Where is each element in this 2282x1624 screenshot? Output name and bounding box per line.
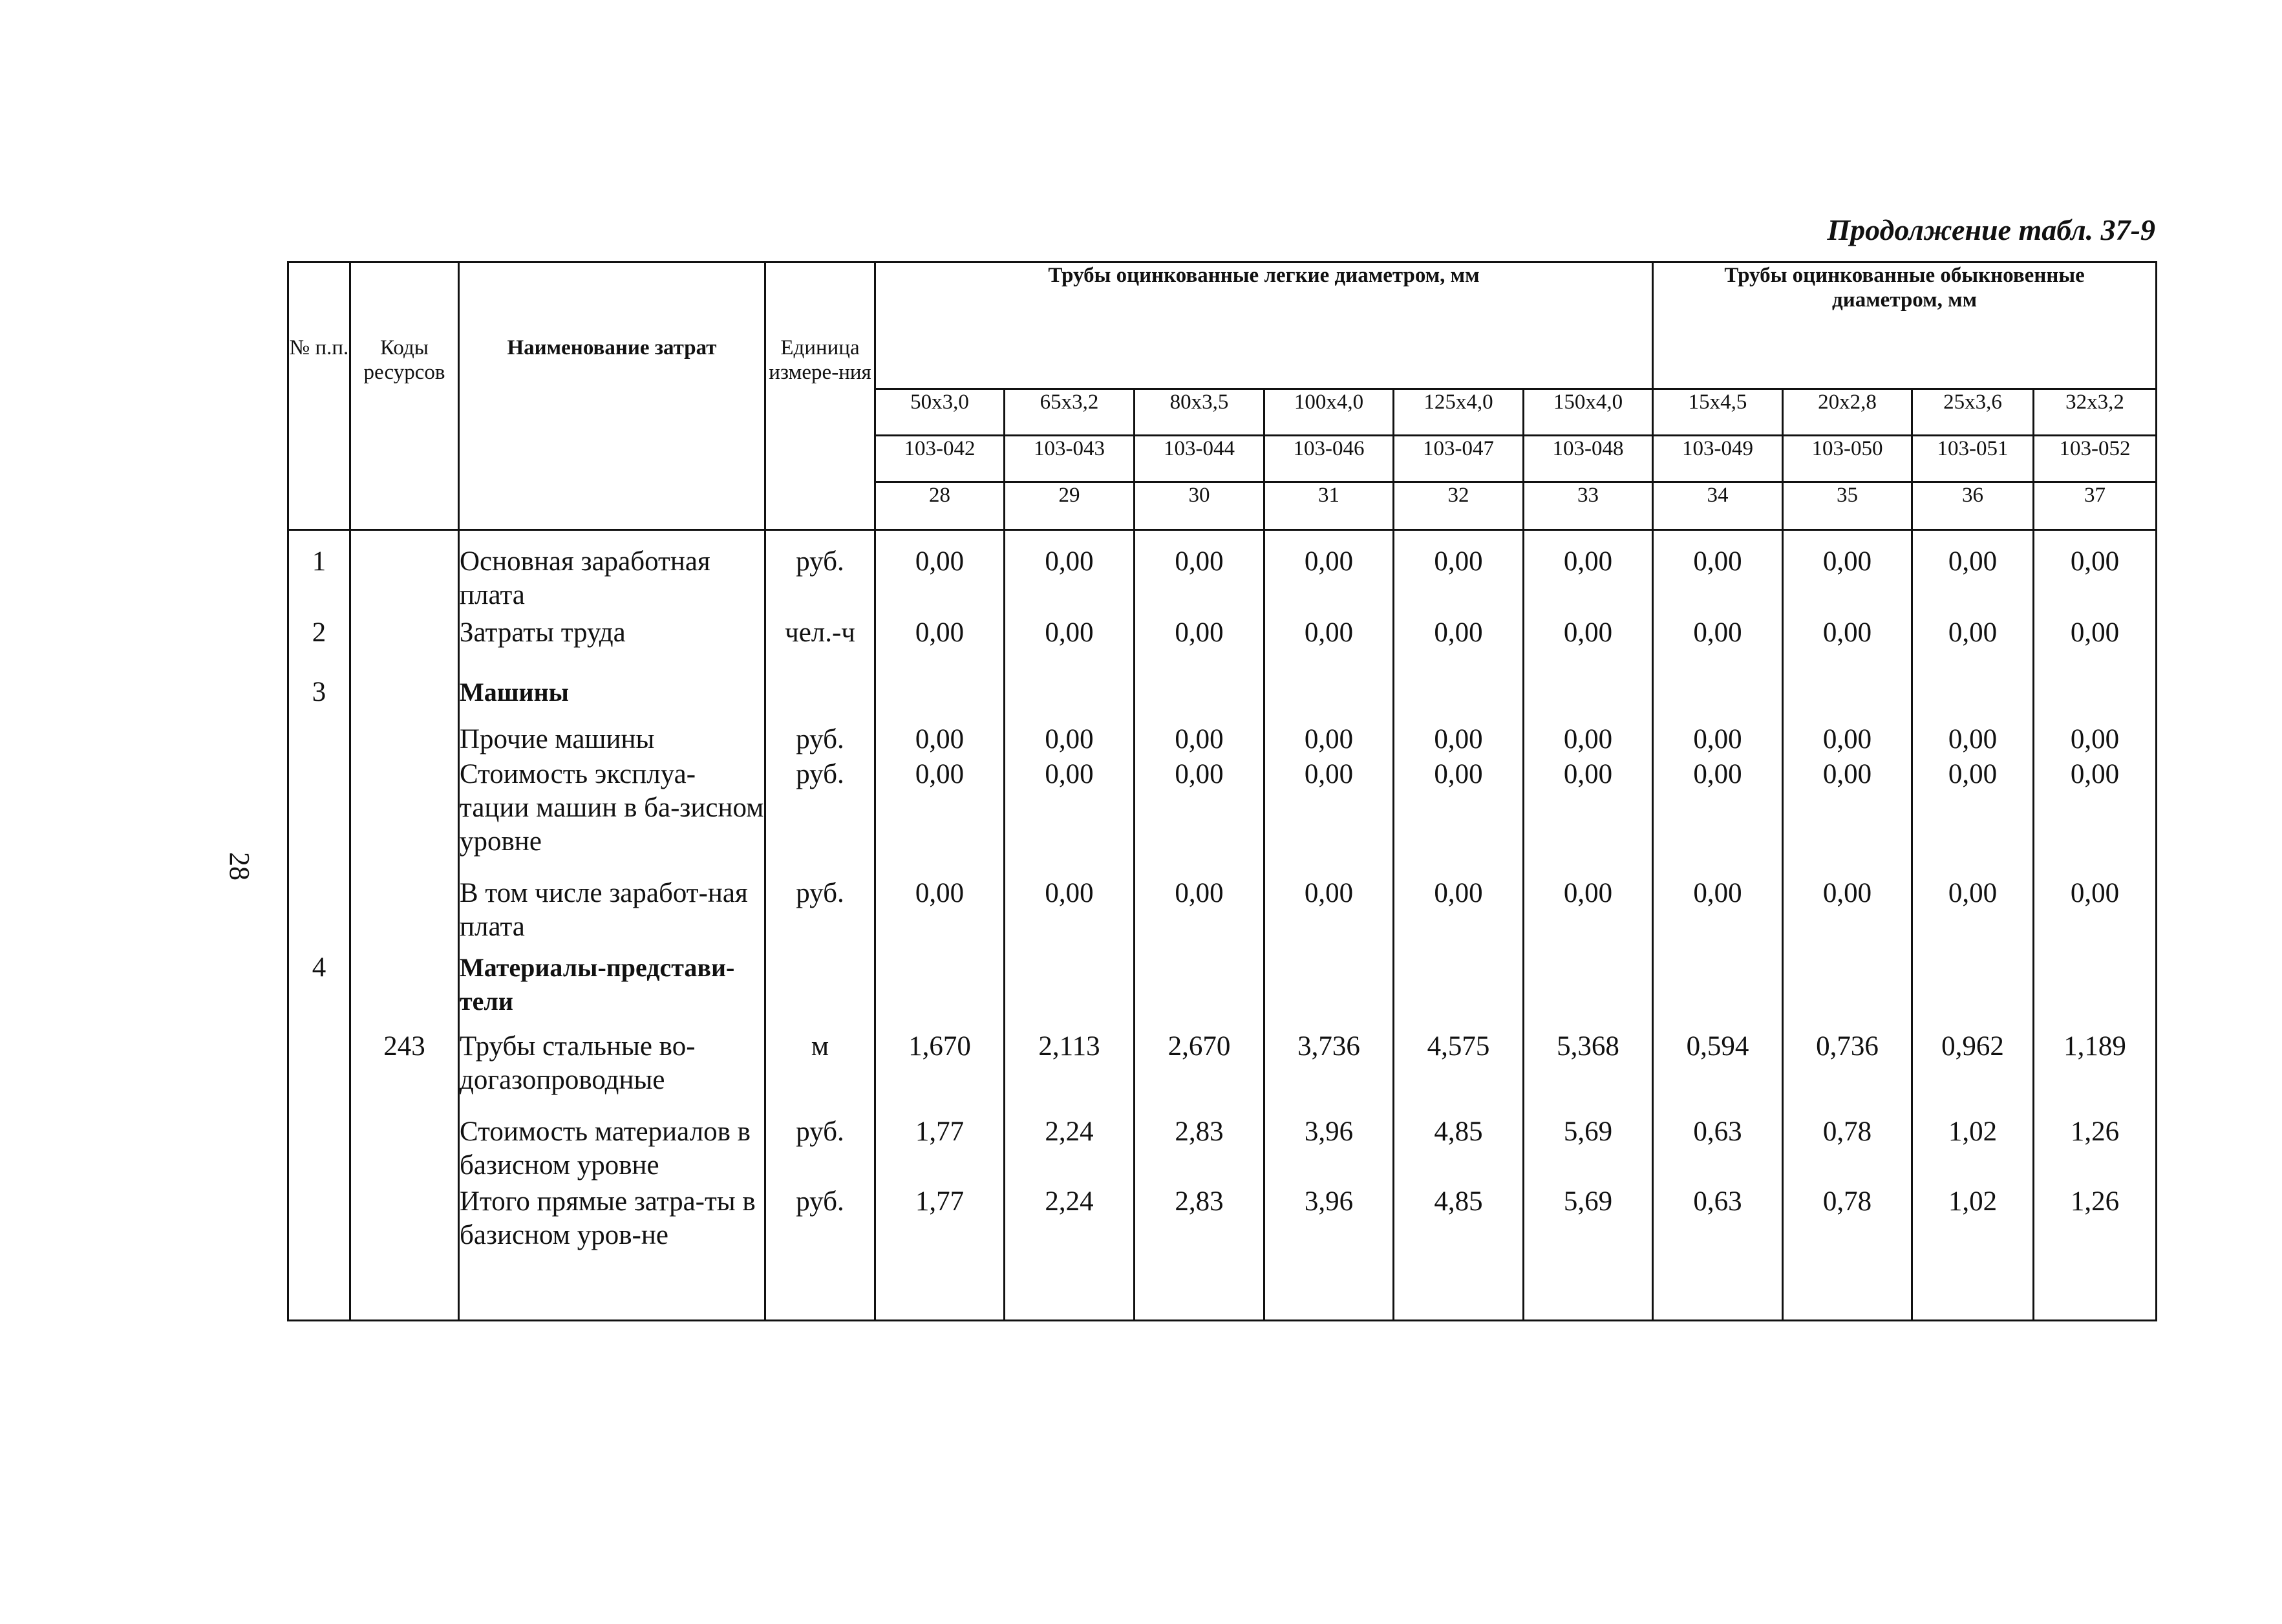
header-colnum: 31 — [1264, 482, 1394, 530]
table-body — [288, 530, 2157, 1321]
row-number — [288, 723, 350, 758]
header-colnum: 35 — [1783, 482, 1912, 530]
header-size: 20х2,8 — [1783, 389, 1912, 436]
unit-of-measure: руб. — [765, 1185, 875, 1320]
table-header — [288, 262, 2157, 530]
cell-value — [1005, 676, 1135, 723]
cell-value: 0,00 — [1912, 530, 2034, 616]
table-row — [288, 723, 2157, 758]
header-size: 100х4,0 — [1264, 389, 1394, 436]
cell-value: 0,00 — [1783, 616, 1912, 676]
cell-value — [1135, 676, 1264, 723]
unit-of-measure — [765, 951, 875, 1029]
cell-value: 0,00 — [1524, 723, 1653, 758]
cell-value: 0,00 — [1524, 616, 1653, 676]
cell-value: 0,00 — [1394, 723, 1524, 758]
cell-value — [2034, 676, 2157, 723]
cell-value: 0,00 — [875, 877, 1005, 951]
header-code: 103-044 — [1135, 436, 1264, 482]
cell-value — [875, 676, 1005, 723]
header-colnum: 29 — [1005, 482, 1135, 530]
row-number — [288, 1030, 350, 1115]
cell-value: 0,00 — [875, 530, 1005, 616]
cell-value: 1,26 — [2034, 1115, 2157, 1186]
cell-value: 1,02 — [1912, 1185, 2034, 1320]
header-size: 65х3,2 — [1005, 389, 1135, 436]
cell-value: 0,00 — [1912, 723, 2034, 758]
header-unit: Единица измере-ния — [765, 262, 875, 530]
row-number — [288, 1115, 350, 1186]
cell-value: 0,00 — [1005, 877, 1135, 951]
table-row — [288, 758, 2157, 877]
cell-value — [1653, 676, 1783, 723]
cell-value: 0,00 — [2034, 723, 2157, 758]
cell-value: 0,00 — [1394, 877, 1524, 951]
header-size: 32х3,2 — [2034, 389, 2157, 436]
row-number — [288, 758, 350, 877]
cost-name: Затраты труда — [459, 616, 765, 676]
cost-name: Трубы стальные во-догазопроводные — [459, 1030, 765, 1115]
cell-value: 1,189 — [2034, 1030, 2157, 1115]
unit-of-measure — [765, 676, 875, 723]
header-size: 15х4,5 — [1653, 389, 1783, 436]
cell-value: 0,00 — [1264, 877, 1394, 951]
cell-value: 0,594 — [1653, 1030, 1783, 1115]
row-number — [288, 877, 350, 951]
cell-value — [1524, 676, 1653, 723]
page-number: 28 — [224, 852, 255, 881]
header-colnum: 36 — [1912, 482, 2034, 530]
cell-value: 0,00 — [1653, 877, 1783, 951]
cell-value: 0,00 — [1005, 758, 1135, 877]
header-size: 150х4,0 — [1524, 389, 1653, 436]
header-code: 103-051 — [1912, 436, 2034, 482]
cell-value — [1135, 951, 1264, 1029]
cell-value: 5,69 — [1524, 1185, 1653, 1320]
cell-value: 0,00 — [1135, 758, 1264, 877]
cell-value: 0,00 — [1394, 758, 1524, 877]
cell-value — [1912, 951, 2034, 1029]
cell-value — [1394, 676, 1524, 723]
cell-value: 0,00 — [1653, 758, 1783, 877]
header-size: 80х3,5 — [1135, 389, 1264, 436]
cell-value — [1005, 951, 1135, 1029]
cell-value: 0,00 — [1005, 723, 1135, 758]
cell-value: 1,02 — [1912, 1115, 2034, 1186]
cell-value: 0,00 — [1394, 530, 1524, 616]
header-colnum: 28 — [875, 482, 1005, 530]
header-colnum: 37 — [2034, 482, 2157, 530]
table-row — [288, 1030, 2157, 1115]
header-colnum: 30 — [1135, 482, 1264, 530]
cell-value: 4,85 — [1394, 1115, 1524, 1186]
cell-value: 2,83 — [1135, 1115, 1264, 1186]
resource-code — [350, 758, 459, 877]
cell-value: 2,113 — [1005, 1030, 1135, 1115]
cell-value: 0,63 — [1653, 1185, 1783, 1320]
table-row — [288, 530, 2157, 616]
cell-value: 0,00 — [1783, 530, 1912, 616]
cell-value — [1394, 951, 1524, 1029]
cell-value: 0,00 — [1524, 877, 1653, 951]
cell-value: 2,24 — [1005, 1185, 1135, 1320]
cell-value: 0,00 — [1912, 758, 2034, 877]
cell-value: 3,96 — [1264, 1185, 1394, 1320]
cell-value: 0,00 — [875, 616, 1005, 676]
header-colnum: 33 — [1524, 482, 1653, 530]
unit-of-measure: руб. — [765, 530, 875, 616]
cell-value: 1,670 — [875, 1030, 1005, 1115]
cell-value: 0,00 — [1912, 616, 2034, 676]
cell-value: 2,670 — [1135, 1030, 1264, 1115]
cost-name: Итого прямые затра-ты в базисном уров-не — [459, 1185, 765, 1320]
cell-value: 0,00 — [2034, 877, 2157, 951]
header-code: 103-048 — [1524, 436, 1653, 482]
resource-code — [350, 723, 459, 758]
cell-value: 0,00 — [1264, 530, 1394, 616]
unit-of-measure: руб. — [765, 877, 875, 951]
cell-value — [1783, 951, 1912, 1029]
table-row — [288, 1115, 2157, 1186]
header-name: Наименование затрат — [459, 262, 765, 530]
cell-value — [2034, 951, 2157, 1029]
header-code: 103-046 — [1264, 436, 1394, 482]
cell-value: 5,368 — [1524, 1030, 1653, 1115]
cell-value: 0,00 — [1524, 530, 1653, 616]
cell-value: 0,00 — [875, 758, 1005, 877]
cell-value: 2,83 — [1135, 1185, 1264, 1320]
cell-value: 0,00 — [2034, 758, 2157, 877]
cell-value: 0,00 — [1524, 758, 1653, 877]
header-group-ordinary: Трубы оцинкованные обыкновенные диаметром, мм — [1653, 262, 2157, 389]
row-number: 4 — [288, 951, 350, 1029]
table-row — [288, 1185, 2157, 1320]
row-number: 3 — [288, 676, 350, 723]
cell-value — [875, 951, 1005, 1029]
cell-value: 0,00 — [1783, 758, 1912, 877]
cell-value: 0,00 — [1394, 616, 1524, 676]
cell-value: 1,26 — [2034, 1185, 2157, 1320]
cell-value: 0,00 — [1005, 616, 1135, 676]
cost-name: Стоимость эксплуа-тации машин в ба-зисном уровне — [459, 758, 765, 877]
header-code: 103-052 — [2034, 436, 2157, 482]
unit-of-measure: м — [765, 1030, 875, 1115]
cell-value: 1,77 — [875, 1115, 1005, 1186]
cost-name: Машины — [459, 676, 765, 723]
cell-value: 4,575 — [1394, 1030, 1524, 1115]
header-code: 103-050 — [1783, 436, 1912, 482]
cell-value: 0,00 — [1653, 530, 1783, 616]
resource-code — [350, 1115, 459, 1186]
table-row — [288, 951, 2157, 1029]
cell-value: 0,00 — [1783, 877, 1912, 951]
header-code: 103-042 — [875, 436, 1005, 482]
resource-code: 243 — [350, 1030, 459, 1115]
resource-code — [350, 676, 459, 723]
cell-value: 0,63 — [1653, 1115, 1783, 1186]
cell-value: 0,78 — [1783, 1115, 1912, 1186]
cell-value: 0,00 — [875, 723, 1005, 758]
table-caption: Продолжение табл. 37-9 — [1827, 213, 2155, 246]
header-size: 50х3,0 — [875, 389, 1005, 436]
resource-code — [350, 530, 459, 616]
cell-value: 0,00 — [1135, 723, 1264, 758]
header-num: № п.п. — [288, 262, 350, 530]
row-number: 2 — [288, 616, 350, 676]
unit-of-measure: руб. — [765, 723, 875, 758]
cell-value — [1264, 676, 1394, 723]
unit-of-measure: руб. — [765, 1115, 875, 1186]
cost-name: Материалы-представи-тели — [459, 951, 765, 1029]
header-size: 25х3,6 — [1912, 389, 2034, 436]
cell-value: 3,736 — [1264, 1030, 1394, 1115]
cell-value: 0,00 — [1653, 616, 1783, 676]
table-row — [288, 676, 2157, 723]
cost-name: Стоимость материалов в базисном уровне — [459, 1115, 765, 1186]
cell-value — [1653, 951, 1783, 1029]
cell-value: 3,96 — [1264, 1115, 1394, 1186]
row-number: 1 — [288, 530, 350, 616]
header-colnum: 34 — [1653, 482, 1783, 530]
cell-value — [1524, 951, 1653, 1029]
header-size: 125х4,0 — [1394, 389, 1524, 436]
cell-value: 0,962 — [1912, 1030, 2034, 1115]
cell-value: 0,00 — [1264, 723, 1394, 758]
cost-table — [287, 261, 2157, 1321]
cell-value: 0,00 — [1135, 877, 1264, 951]
cell-value: 0,00 — [1264, 616, 1394, 676]
cell-value — [1264, 951, 1394, 1029]
cell-value: 0,00 — [1264, 758, 1394, 877]
header-colnum: 32 — [1394, 482, 1524, 530]
resource-code — [350, 616, 459, 676]
header-code: 103-049 — [1653, 436, 1783, 482]
cell-value: 0,00 — [1005, 530, 1135, 616]
cell-value — [1912, 676, 2034, 723]
cell-value: 4,85 — [1394, 1185, 1524, 1320]
cell-value: 0,00 — [1135, 616, 1264, 676]
cell-value: 0,00 — [1783, 723, 1912, 758]
cell-value: 2,24 — [1005, 1115, 1135, 1186]
cell-value: 0,00 — [2034, 616, 2157, 676]
header-code: 103-043 — [1005, 436, 1135, 482]
resource-code — [350, 877, 459, 951]
cell-value — [1783, 676, 1912, 723]
unit-of-measure: руб. — [765, 758, 875, 877]
cell-value: 0,736 — [1783, 1030, 1912, 1115]
cell-value: 0,00 — [1653, 723, 1783, 758]
resource-code — [350, 951, 459, 1029]
header-code: 103-047 — [1394, 436, 1524, 482]
cost-name: Прочие машины — [459, 723, 765, 758]
cell-value: 0,00 — [2034, 530, 2157, 616]
resource-code — [350, 1185, 459, 1320]
table-row — [288, 877, 2157, 951]
table-row — [288, 616, 2157, 676]
header-group-light: Трубы оцинкованные легкие диаметром, мм — [875, 262, 1653, 389]
row-number — [288, 1185, 350, 1320]
cost-name: В том числе заработ-ная плата — [459, 877, 765, 951]
cell-value: 0,00 — [1135, 530, 1264, 616]
cell-value: 1,77 — [875, 1185, 1005, 1320]
cell-value: 0,78 — [1783, 1185, 1912, 1320]
cost-name: Основная заработная плата — [459, 530, 765, 616]
cell-value: 0,00 — [1912, 877, 2034, 951]
header-codes: Коды ресурсов — [350, 262, 459, 530]
unit-of-measure: чел.-ч — [765, 616, 875, 676]
cell-value: 5,69 — [1524, 1115, 1653, 1186]
